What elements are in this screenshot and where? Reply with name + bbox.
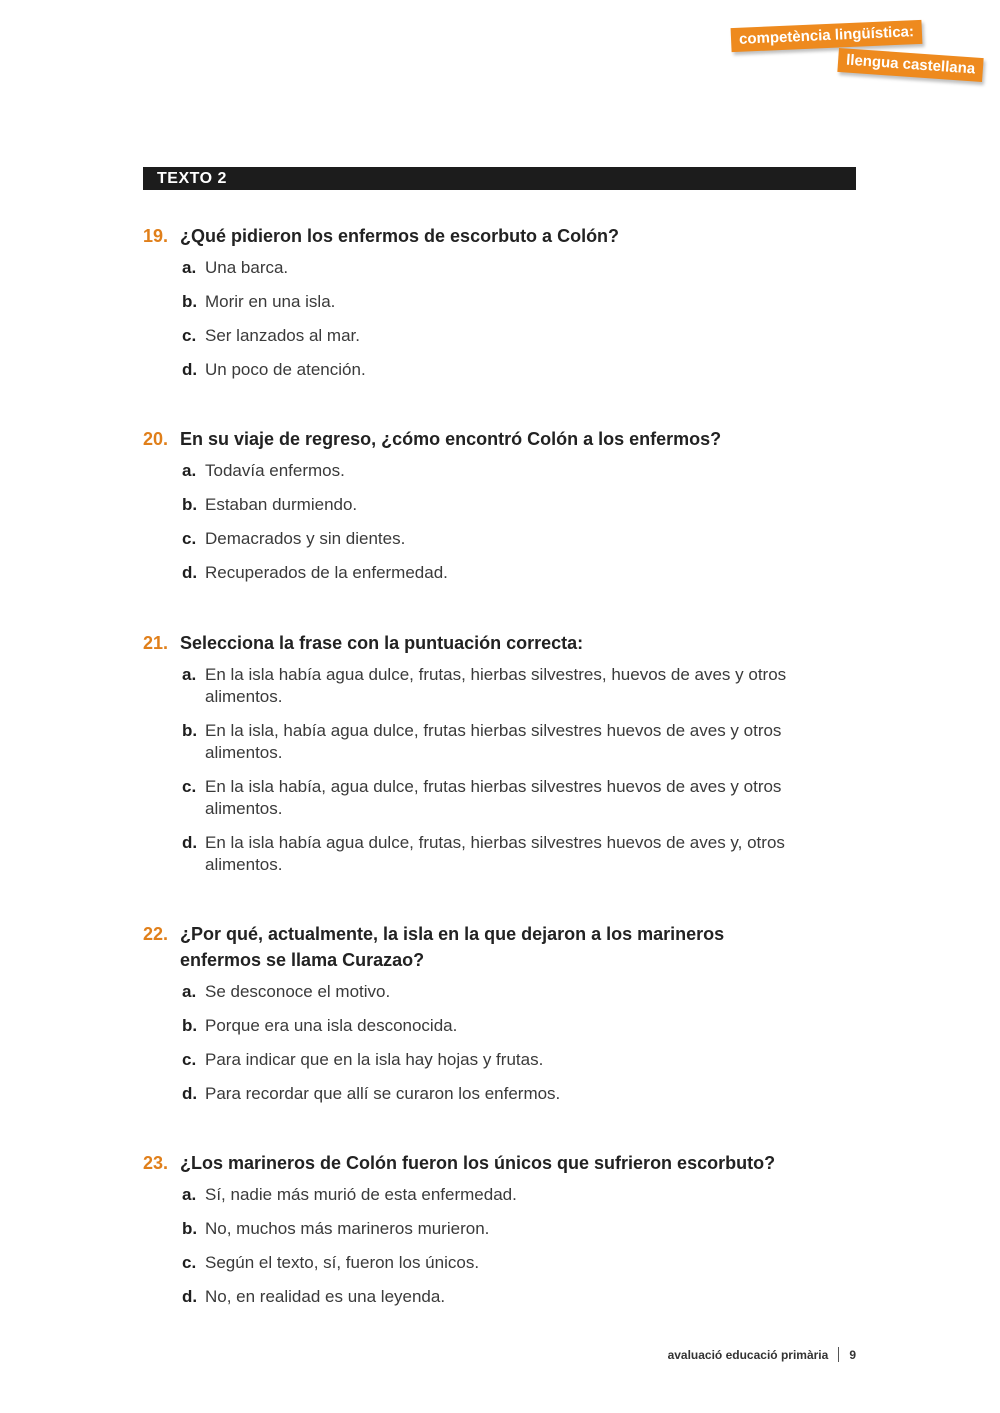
option-b[interactable] [182, 494, 843, 516]
option-letter: b. [182, 721, 198, 740]
option-letter: d. [182, 1287, 198, 1306]
option-letter: d. [182, 833, 198, 852]
option-c[interactable] [182, 325, 843, 347]
option-d[interactable] [182, 562, 843, 584]
question-text: ¿Qué pidieron los enfermos de escorbuto a Colón? [180, 226, 620, 246]
option-c[interactable] [182, 1252, 843, 1274]
footer-label: avaluació educació primària [667, 1347, 829, 1362]
option-text: En la isla, había agua dulce, frutas hierbas silvestres huevos de aves y otros alimentos. [205, 721, 782, 762]
option-text: Porque era una isla desconocida. [205, 1016, 458, 1035]
option-text: Todavía enfermos. [205, 461, 345, 480]
option-text: Se desconoce el motivo. [205, 982, 391, 1001]
option-d[interactable] [182, 1286, 843, 1308]
question-number: 21. [143, 633, 169, 653]
question-number: 20. [143, 429, 169, 449]
option-text: Para indicar que en la isla hay hojas y frutas. [205, 1050, 544, 1069]
option-b[interactable] [182, 1218, 843, 1240]
option-a[interactable] [182, 981, 843, 1003]
question-text: ¿Por qué, actualmente, la isla en la que dejaron a los marineros enfermos se llama Curazao? [180, 924, 725, 970]
option-letter: c. [182, 326, 197, 345]
option-text: Estaban durmiendo. [205, 495, 358, 514]
question-number: 19. [143, 226, 169, 246]
option-a[interactable] [182, 460, 843, 482]
option-b[interactable] [182, 720, 843, 764]
option-text: Para recordar que allí se curaron los enfermos. [205, 1084, 561, 1103]
option-letter: a. [182, 1185, 197, 1204]
footer-divider [838, 1347, 839, 1362]
page-number: 9 [849, 1347, 856, 1362]
option-a[interactable] [182, 1184, 843, 1206]
option-d[interactable] [182, 1083, 843, 1105]
option-text: Demacrados y sin dientes. [205, 529, 406, 548]
option-text: No, muchos más marineros murieron. [205, 1219, 490, 1238]
question-text: Selecciona la frase con la puntuación correcta: [180, 633, 584, 653]
option-letter: a. [182, 982, 197, 1001]
option-letter: b. [182, 292, 198, 311]
option-letter: a. [182, 461, 197, 480]
option-c[interactable] [182, 1049, 843, 1071]
option-a[interactable] [182, 664, 843, 708]
option-letter: b. [182, 495, 198, 514]
option-text: Un poco de atención. [205, 360, 366, 379]
option-letter: c. [182, 1050, 197, 1069]
option-text: Sí, nadie más murió de esta enfermedad. [205, 1185, 517, 1204]
option-d[interactable] [182, 359, 843, 381]
option-letter: d. [182, 563, 198, 582]
question-21 [143, 630, 843, 888]
page-footer [668, 1347, 856, 1362]
option-text: No, en realidad es una leyenda. [205, 1287, 446, 1306]
option-text: En la isla había agua dulce, frutas, hierbas silvestres huevos de aves y, otros alimentos. [205, 833, 785, 874]
option-d[interactable] [182, 832, 843, 876]
option-b[interactable] [182, 1015, 843, 1037]
subject-tag-competency: competència lingüística: [731, 20, 923, 52]
option-c[interactable] [182, 776, 843, 820]
question-19 [143, 223, 843, 393]
option-text: Morir en una isla. [205, 292, 336, 311]
option-letter: b. [182, 1016, 198, 1035]
question-number: 23. [143, 1153, 169, 1173]
option-text: En la isla había, agua dulce, frutas hierbas silvestres huevos de aves y otros alimentos. [205, 777, 782, 818]
subject-tag-language: llengua castellana [837, 48, 984, 82]
question-20 [143, 426, 843, 596]
option-letter: a. [182, 258, 197, 277]
option-letter: d. [182, 360, 198, 379]
option-letter: d. [182, 1084, 198, 1103]
option-text: Según el texto, sí, fueron los únicos. [205, 1253, 480, 1272]
option-b[interactable] [182, 291, 843, 313]
option-letter: b. [182, 1219, 198, 1238]
question-23 [143, 1150, 843, 1320]
option-text: Ser lanzados al mar. [205, 326, 360, 345]
question-text: ¿Los marineros de Colón fueron los únicos que sufrieron escorbuto? [180, 1153, 776, 1173]
option-letter: c. [182, 777, 197, 796]
option-letter: c. [182, 1253, 197, 1272]
option-a[interactable] [182, 257, 843, 279]
question-22 [143, 921, 843, 1117]
question-text: En su viaje de regreso, ¿cómo encontró Colón a los enfermos? [180, 429, 722, 449]
option-letter: a. [182, 665, 197, 684]
option-text: Recuperados de la enfermedad. [205, 563, 448, 582]
option-text: Una barca. [205, 258, 289, 277]
option-letter: c. [182, 529, 197, 548]
option-c[interactable] [182, 528, 843, 550]
question-number: 22. [143, 924, 169, 944]
option-text: En la isla había agua dulce, frutas, hierbas silvestres, huevos de aves y otros alimentos. [205, 665, 787, 706]
section-title: TEXTO 2 [143, 167, 856, 190]
